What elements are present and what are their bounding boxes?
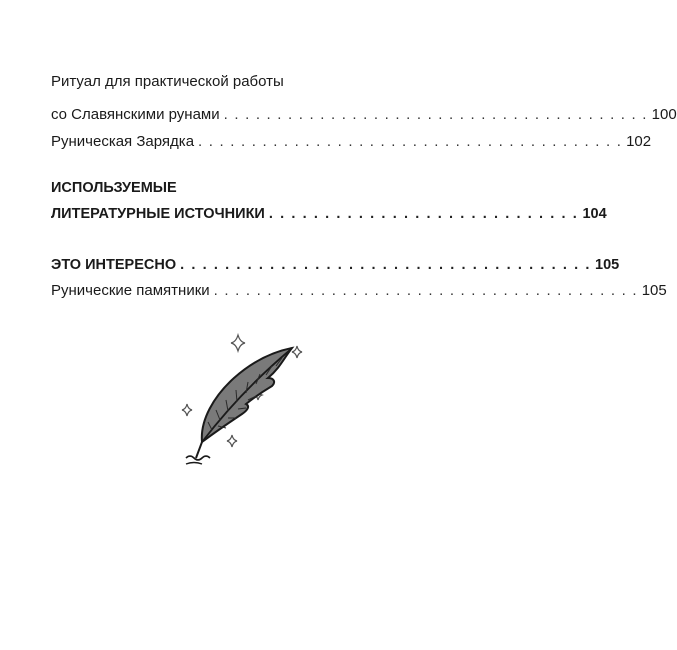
- toc-page-number: 102: [626, 133, 652, 150]
- toc-entry-ritual-line1: [51, 72, 428, 92]
- toc-entry-label: ЭТО ИНТЕРЕСНО: [51, 257, 177, 273]
- toc-entry-label: со Славянскими рунами: [51, 106, 220, 123]
- toc-entry-zaryadka: [51, 132, 652, 152]
- toc-leader-dots: . . . . . . . . . . . . . . . . . . . . . . . . . . . . . . . . . . . . . . . .: [213, 282, 638, 299]
- toc-leader-dots: . . . . . . . . . . . . . . . . . . . . . . . . . . . .: [268, 206, 579, 222]
- toc-entry-label: Рунические памятники: [51, 282, 210, 299]
- toc-page-number: 104: [582, 206, 607, 222]
- toc-entry-sources-line2: [51, 204, 607, 224]
- toc-entry-label: ИСПОЛЬЗУЕМЫЕ: [51, 180, 177, 196]
- toc-page-number: 105: [595, 257, 620, 273]
- toc-entry-interesting: [51, 255, 620, 275]
- toc-leader-dots: . . . . . . . . . . . . . . . . . . . . . . . . . . . . . . . . . . . . . . . .: [198, 133, 623, 150]
- toc-entry-label: Ритуал для практической работы: [51, 73, 284, 90]
- toc-entry-label: Руническая Зарядка: [51, 133, 195, 150]
- toc-entry-ritual-line2: [51, 105, 677, 125]
- feather-quill-icon: [172, 330, 322, 470]
- toc-leader-dots: . . . . . . . . . . . . . . . . . . . . . . . . . . . . . . . . . . . . .: [180, 257, 591, 273]
- toc-entry-monuments: [51, 281, 667, 301]
- toc-page-number: 100: [651, 106, 677, 123]
- toc-entry-label: ЛИТЕРАТУРНЫЕ ИСТОЧНИКИ: [51, 206, 265, 222]
- toc-page-number: 105: [641, 282, 667, 299]
- feather-body: [186, 348, 292, 464]
- toc-leader-dots: . . . . . . . . . . . . . . . . . . . . . . . . . . . . . . . . . . . . . . . .: [223, 106, 648, 123]
- toc-entry-sources-line1: [51, 178, 428, 198]
